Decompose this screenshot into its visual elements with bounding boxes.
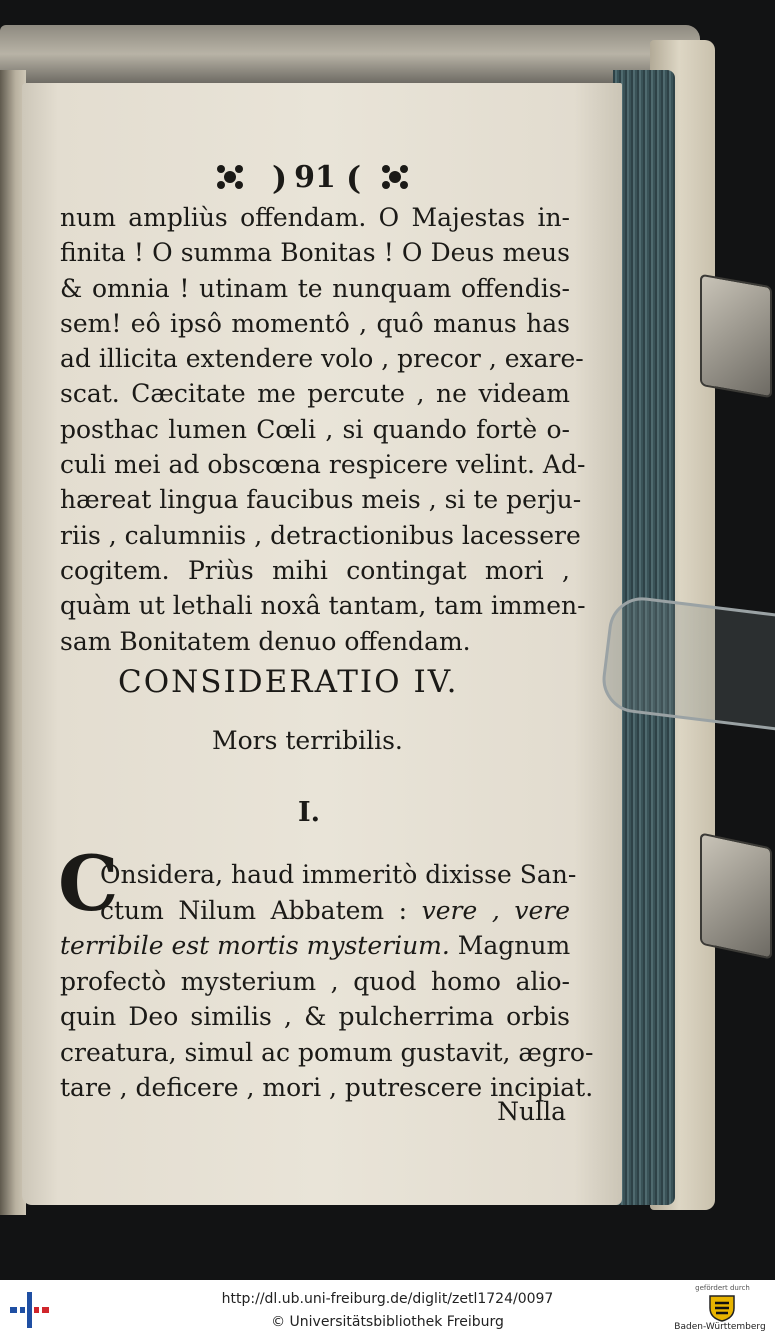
page-header (210, 157, 420, 197)
text-line: num ampliùs offendam. O Majestas in- (60, 203, 570, 232)
text-line: creatura, simul ac pomum gustavit, ægro- (60, 1037, 594, 1067)
chapter-title: CONSIDERATIO IV. (118, 664, 459, 700)
text-line: sem! eô ipsô momentô , quô manus has (60, 308, 570, 338)
text-line: sam Bonitatem denuo offendam. (60, 626, 471, 656)
body-text (60, 200, 586, 659)
book-board-top (0, 25, 700, 83)
text-line: quin Deo similis , & pulcherrima orbis (60, 1002, 570, 1031)
text-line: posthac lumen Cœli , si quando fortè o- (60, 414, 570, 444)
library-logo-icon[interactable] (10, 1290, 50, 1330)
text-line: riis , calumniis , detractionibus lacessere (60, 520, 581, 550)
text-line (60, 893, 570, 929)
text-line: hæreat lingua faucibus meis , si te perju- (60, 485, 582, 515)
text-line: finita ! O summa Bonitas ! O Deus meus (60, 238, 570, 268)
svg-text:): ) (272, 159, 288, 197)
page-number: 91 (294, 160, 336, 195)
metal-clasp-lower (700, 832, 772, 959)
permalink-url[interactable]: http://dl.ub.uni-freiburg.de/diglit/zetl1724/0097 (221, 1291, 554, 1307)
coat-of-arms-icon (706, 1294, 738, 1322)
text-line: tare , deficere , mori , putrescere incipiat. (60, 1073, 594, 1102)
text-line: ad illicita extendere volo , precor , exare- (60, 344, 584, 374)
text-span: Magnum (449, 931, 571, 960)
svg-text:(: ( (346, 159, 362, 197)
drop-cap: C (58, 839, 119, 928)
text-line: Onsidera, haud immeritò dixisse San- (100, 860, 577, 889)
copyright-text: © Universitätsbibliothek Freiburg (271, 1314, 504, 1330)
funder-name: Baden-Württemberg (674, 1322, 766, 1332)
text-span: ctum Nilum Abbatem : (100, 895, 422, 925)
italic-quote: vere , vere (421, 895, 570, 925)
section-numeral: I. (298, 797, 321, 828)
paragraph (60, 857, 594, 1106)
text-line: & omnia ! utinam te nunquam offendis- (60, 273, 570, 303)
funded-by-label: gefördert durch (695, 1284, 750, 1292)
text-line: profectò mysterium , quod homo alio- (60, 966, 570, 996)
text-line: quàm ut lethali noxâ tantam, tam immen- (60, 591, 586, 621)
catchword: Nulla (497, 1097, 566, 1126)
text-line: culi mei ad obscœna respicere velint. Ad- (60, 450, 586, 480)
text-line: cogitem. Priùs mihi contingat mori , (60, 555, 570, 585)
text-line: scat. Cæcitate me percute , ne videam (60, 379, 570, 409)
chapter-subtitle: Mors terribilis. (212, 726, 403, 755)
metal-clasp-upper (700, 274, 772, 399)
text-line (60, 928, 570, 964)
italic-quote: terribile est mortis mysterium. (60, 931, 450, 960)
